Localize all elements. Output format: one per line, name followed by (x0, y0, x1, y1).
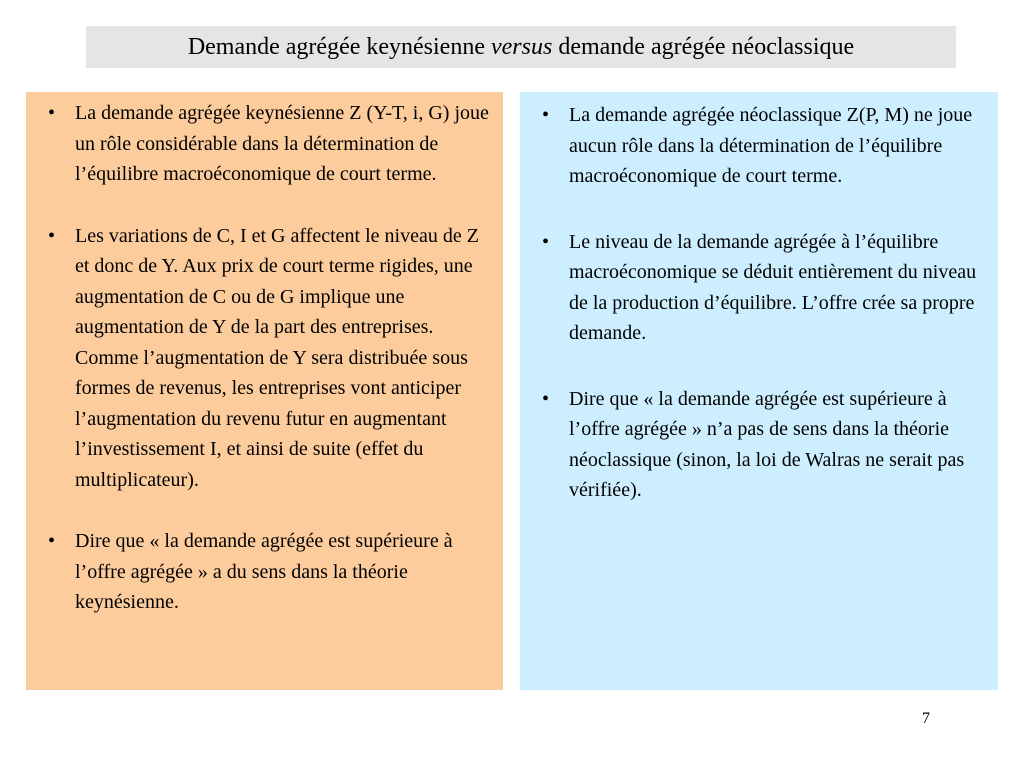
neoclassical-bullet-1: • La demande agrégée néoclassique Z(P, M) ne joue aucun rôle dans la détermination de l’équilibre macroéconomique de court terme. (542, 100, 986, 192)
keynesian-bullet-1: • La demande agrégée keynésienne Z (Y-T, i, G) joue un rôle considérable dans la détermination de l’équilibre macroéconomique de court terme. (48, 98, 495, 190)
title-part-2: demande agrégée néoclassique (558, 34, 855, 60)
slide-title (86, 26, 956, 68)
keynesian-bullet-2: • Les variations de C, I et G affectent le niveau de Z et donc de Y. Aux prix de court terme rigides, une augmentation de C ou de G implique une augmentation de Y de la part des entreprises. Comme l’augmentation de Y sera distribuée sous formes de revenus, les entreprises vont anticiper l’augmentation du revenu futur en augmentant l’investissement I, et ainsi de suite (effet du multiplicateur). (48, 221, 495, 496)
keynesian-bullet-list (48, 98, 495, 618)
keynesian-panel (26, 92, 503, 690)
keynesian-bullet-3: • Dire que « la demande agrégée est supérieure à l’offre agrégée » a du sens dans la théorie keynésienne. (48, 526, 495, 618)
neoclassical-panel (520, 92, 998, 690)
title-part-1: Demande agrégée keynésienne (187, 34, 485, 60)
page-number: 7 (922, 710, 930, 727)
neoclassical-bullet-3: • Dire que « la demande agrégée est supérieure à l’offre agrégée » n’a pas de sens dans la théorie néoclassique (sinon, la loi de Walras ne serait pas vérifiée). (542, 384, 986, 506)
neoclassical-bullet-list (542, 100, 986, 506)
neoclassical-bullet-2: • Le niveau de la demande agrégée à l’équilibre macroéconomique se déduit entièrement du niveau de la production d’équilibre. L’offre crée sa propre demande. (542, 227, 986, 349)
title-italic-word: versus (491, 34, 553, 60)
